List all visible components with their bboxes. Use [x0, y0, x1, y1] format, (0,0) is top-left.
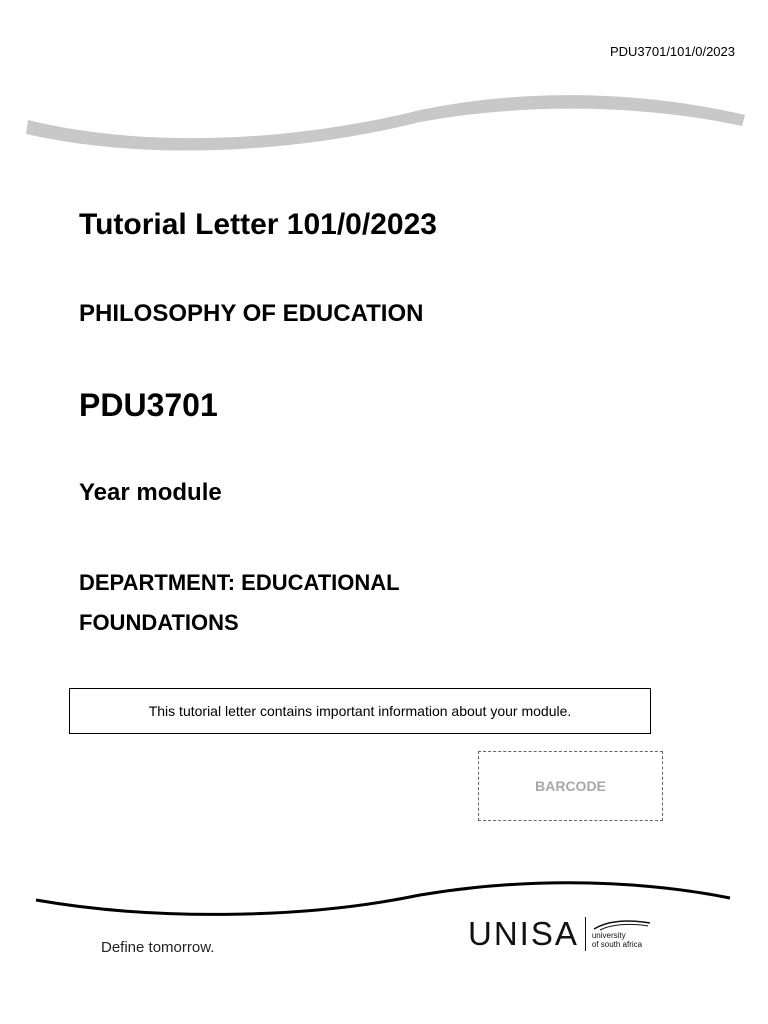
tutorial-letter-title: Tutorial Letter 101/0/2023	[79, 208, 437, 241]
barcode-label: BARCODE	[535, 778, 606, 794]
logo-mark	[592, 919, 652, 949]
logo-divider	[585, 917, 586, 951]
department-name	[79, 563, 539, 643]
department-line-1: DEPARTMENT: EDUCATIONAL	[79, 570, 400, 595]
bottom-wave-decoration	[0, 870, 768, 930]
logo-subtitle: university of south africa	[591, 931, 643, 949]
top-wave-decoration	[0, 70, 768, 160]
footer-tagline: Define tomorrow.	[101, 939, 215, 956]
module-code: PDU3701	[79, 387, 218, 423]
logo-swoosh-icon	[592, 919, 652, 931]
module-type: Year module	[79, 479, 222, 506]
info-notice-box	[69, 688, 651, 734]
barcode-placeholder	[478, 751, 663, 821]
info-notice-text: This tutorial letter contains important information about your module.	[148, 703, 572, 719]
unisa-logo	[468, 915, 652, 953]
unisa-logo-word: UNISA	[468, 915, 579, 952]
document-code: PDU3701/101/0/2023	[609, 44, 735, 59]
module-subject: PHILOSOPHY OF EDUCATION	[79, 300, 424, 327]
department-line-2: FOUNDATIONS	[79, 610, 239, 635]
